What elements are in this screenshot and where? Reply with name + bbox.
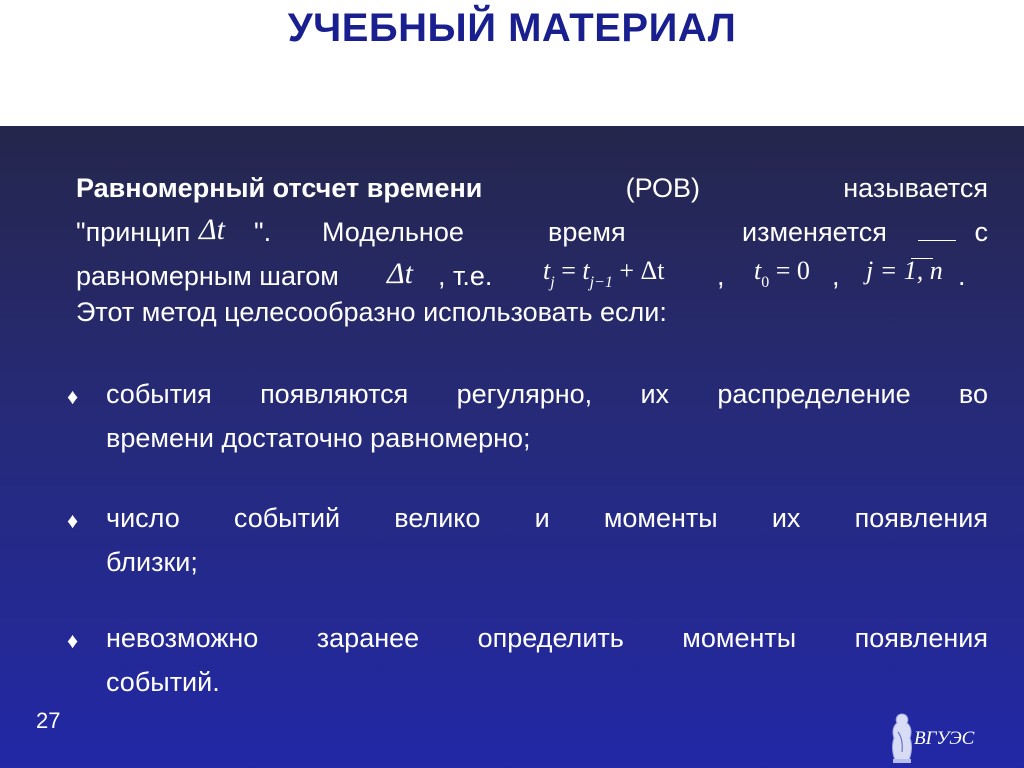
formula-t0-sub: 0 xyxy=(761,274,770,291)
bullet-1-line-1 xyxy=(106,372,988,416)
bullet-3-word: невозможно xyxy=(106,623,259,653)
changes-word: изменяется xyxy=(742,217,887,247)
formula-j-range-text: j = 1, n xyxy=(866,256,943,285)
bullet-3-line-1 xyxy=(106,616,988,660)
bullet-1-word: распределение xyxy=(717,379,911,409)
bullet-2-word: и xyxy=(534,503,550,533)
overline-mark xyxy=(918,240,956,241)
formula-j-range xyxy=(866,256,943,286)
definition-line-1 xyxy=(76,166,988,210)
bullet-1-word: появляются xyxy=(260,379,409,409)
logo-text: ВГУЭС xyxy=(914,728,975,749)
bullet-2-line-1 xyxy=(106,496,988,540)
formula-t0-rhs: = 0 xyxy=(775,256,810,285)
bullet-diamond-icon: ♦ xyxy=(67,628,79,653)
university-logo xyxy=(888,712,998,764)
bullet-3-word: моменты xyxy=(682,623,797,653)
bullet-2-word: их xyxy=(771,503,801,533)
formula-tj-rhs-sub: j−1 xyxy=(589,274,613,291)
bullet-3-word: определить xyxy=(477,623,624,653)
bullet-diamond-icon: ♦ xyxy=(67,384,79,409)
formula-tj-rhs: t xyxy=(582,256,590,285)
bullet-2-line-2: близки; xyxy=(106,547,198,577)
ie-text: , т.е. xyxy=(438,261,493,291)
slide-title: УЧЕБНЫЙ МАТЕРИАЛ xyxy=(287,6,737,50)
formula-tj-lhs-sub: j xyxy=(550,274,555,291)
formula-period: . xyxy=(958,261,966,291)
formula-tj-plus: + Δt xyxy=(619,256,665,285)
formula-tj xyxy=(543,256,664,290)
bullet-1-word: во xyxy=(958,379,988,409)
definition-called: называется xyxy=(843,173,988,203)
bullet-diamond-icon: ♦ xyxy=(67,508,79,533)
statue-icon xyxy=(888,712,916,764)
bullet-2-word: моменты xyxy=(603,503,718,533)
time-word: время xyxy=(548,217,626,247)
formula-t0-lhs: t xyxy=(754,256,762,285)
page-number: 27 xyxy=(36,708,61,733)
bullet-2-word: число xyxy=(106,503,180,533)
delta-t-symbol: Δt xyxy=(199,213,225,246)
bullet-3-line-2: событий. xyxy=(106,667,220,697)
bullet-1-line-2: времени достаточно равномерно; xyxy=(106,423,531,453)
formula-n-overline xyxy=(911,258,933,259)
with-word: с xyxy=(974,217,988,247)
uniform-step-text: равномерным шагом xyxy=(76,261,339,291)
model-word: Модельное xyxy=(322,217,464,247)
bullet-1-word: события xyxy=(106,379,212,409)
formula-tj-lhs: t xyxy=(543,256,551,285)
principle-open: "принцип xyxy=(76,217,191,247)
bullet-2-word: велико xyxy=(394,503,481,533)
method-sentence: Этот метод целесообразно использовать если: xyxy=(76,297,667,327)
definition-abbr: (РОВ) xyxy=(625,173,700,203)
bullet-1-word: их xyxy=(640,379,670,409)
bullet-2-word: событий xyxy=(233,503,341,533)
bullet-3-word: появления xyxy=(854,623,988,653)
formula-tj-eq: = xyxy=(561,256,576,285)
formula-comma-1: , xyxy=(717,261,725,291)
slide-header xyxy=(0,0,1024,126)
formula-comma-2: , xyxy=(832,261,840,291)
definition-term: Равномерный отсчет времени xyxy=(76,173,483,203)
delta-t-step: Δt xyxy=(387,257,413,290)
bullet-3-word: заранее xyxy=(316,623,420,653)
principle-close: ". xyxy=(254,217,272,247)
formula-t0 xyxy=(754,256,810,290)
bullet-1-word: регулярно, xyxy=(456,379,593,409)
bullet-2-word: появления xyxy=(854,503,988,533)
definition-line-2 xyxy=(76,210,988,254)
